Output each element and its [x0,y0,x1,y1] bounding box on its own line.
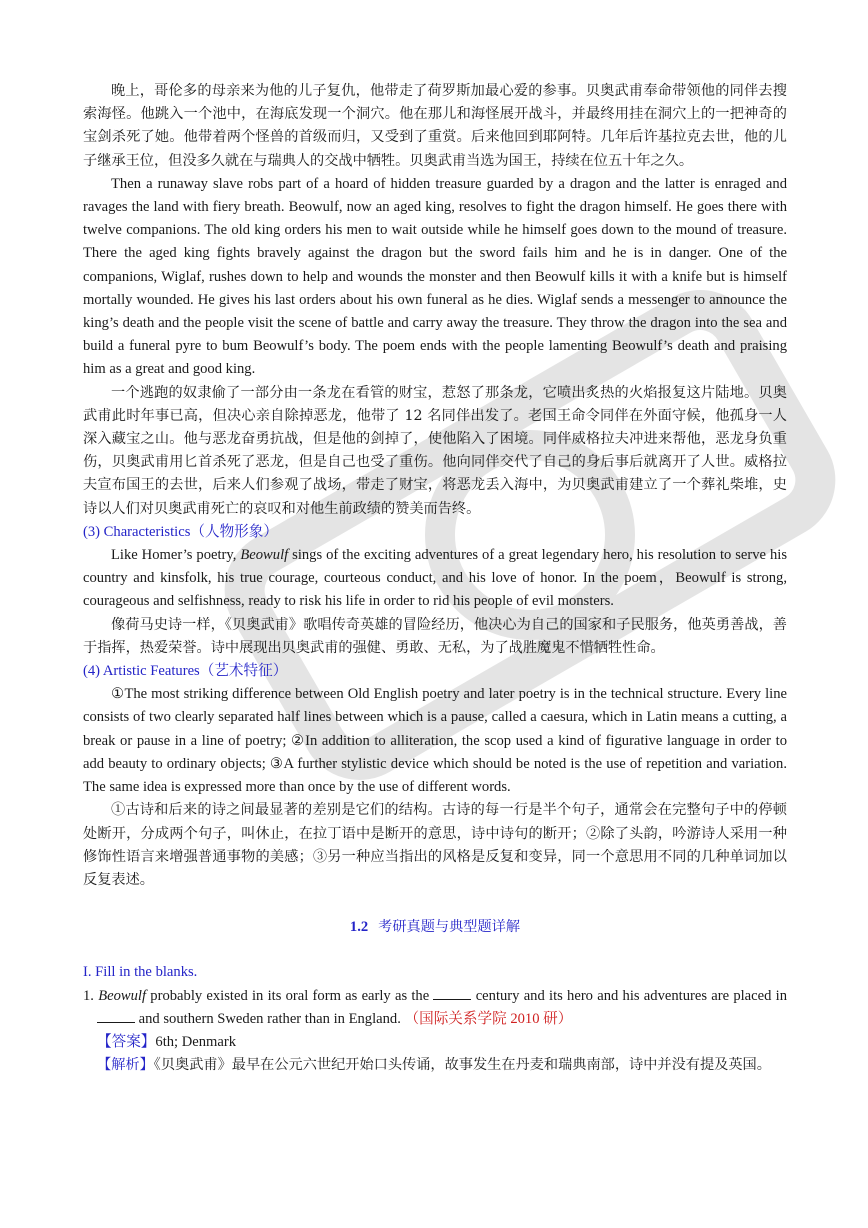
paragraph-en-dragon: Then a runaway slave robs part of a hoard of hidden treasure guarded by a dragon and the latter is enraged and ravages the land with fiery breath. Beowulf, now an aged king, resolves to fight the dragon himself. He goes there with twelve companions. The old king orders his men to wait outside while he himself goes down to the mound of treasure. There the aged king fights bravely against the dragon but the sword fails him and he is in danger. One of the companions, Wiglaf, rushes down to help and wounds the monster and then Beowulf kills it with a knife but is himself mortally wounded. He gives his last orders about his own funeral as he dies. Wiglaf sends a messenger to announce the king’s death and the people visit the scene of battle and carry away the treasure. They throw the dragon into the sea and build a funeral pyre to bum Beowulf’s body. The poem ends with the people lamenting Beowulf’s death and praising him as a great and good king. [83,175,787,378]
question-text: and southern Sweden rather than in England. [135,1010,401,1027]
heading-characteristics: (3) Characteristics（人物形象） [83,523,278,540]
text-span: Like Homer’s poetry, [111,547,241,564]
section-number: 1.2 [349,919,369,936]
paragraph-en-characteristics [83,544,787,614]
analysis-label: 【解析】 [97,1057,154,1074]
text-span: sings of the exciting adventures of a great legendary hero, his resolution to serve his country and kinsfolk, his true courage, courteous conduct, and his love of honor. In the poem，Beowulf is strong, courageous and selfishness, ready to risk his life in order to rid his people of evil monsters. [83,547,787,610]
question-source: （国际关系学院 2010 研） [404,1010,573,1027]
question-number: 1. [83,987,99,1004]
paragraph-cn-1: 晚上，哥伦多的母亲来为他的儿子复仇，他带走了荷罗斯加最心爱的参事。贝奥武甫奉命带领他的同伴去搜索海怪。他跳入一个池中，在海底发现一个洞穴。他在那儿和海怪展开战斗，并最终用挂在洞穴上的一把神奇的宝剑杀死了她。他带着两个怪兽的首级而归，又受到了重赏。后来他回到耶阿特。几年后许基拉克去世，他的儿子继承王位，但没多久就在与瑞典人的交战中牺牲。贝奥武甫当选为国王，持续在位五十年之久。 [83,83,787,169]
blank-line [433,987,471,1000]
question-text: probably existed in its oral form as early as the [146,987,434,1004]
paragraph-en-artistic: ①The most striking difference between Old English poetry and later poetry is in the technical structure. Every line consists of two clearly separated half lines between which is a pause, called a caesura, which in Latin means a cutting, a break or pause in a line of poetry; ②In addition to alliteration, the scop used a kind of figurative language in order to add beauty to ordinary objects; ③A further stylistic device which should be noted is the use of repetition and variation. The same idea is expressed more than once by the use of different words. [83,686,787,796]
section-title-text: 考研真题与典型题详解 [378,919,521,936]
document-page [83,80,787,1077]
answer-label: 【答案】 [97,1033,156,1050]
italic-title: Beowulf [98,987,147,1004]
answer-text: 6th; Denmark [155,1033,237,1050]
paragraph-cn-artistic: ①古诗和后来的诗之间最显著的差别是它们的结构。古诗的每一行是半个句子，通常会在完整句子中的停顿处断开，分成两个句子，叫休止，在拉丁语中是断开的意思，诗中诗句的断开；②除了头韵，吟游诗人采用一种修饰性语言来增强普通事物的美感；③另一种应当指出的风格是反复和变异，同一个意思用不同的几种单词加以反复表述。 [83,802,787,888]
section-title [83,916,787,939]
heading-artistic-features: (4) Artistic Features（艺术特征） [83,663,288,680]
question-1 [83,985,787,1031]
paragraph-cn-characteristics: 像荷马史诗一样，《贝奥武甫》歌唱传奇英雄的冒险经历，他决心为自己的国家和子民服务，他英勇善战，善于指挥，热爱荣誉。诗中展现出贝奥武甫的强健、勇敢、无私，为了战胜魔鬼不惜牺牲性命。 [83,616,787,656]
answer-line [83,1031,787,1054]
blank-line [97,1010,135,1023]
analysis-line [83,1054,787,1077]
analysis-text: 《贝奥武甫》最早在公元六世纪开始口头传诵，故事发生在丹麦和瑞典南部，诗中并没有提及英国。 [153,1057,771,1074]
paragraph-cn-dragon: 一个逃跑的奴隶偷了一部分由一条龙在看管的财宝，惹怒了那条龙，它喷出炙热的火焰报复这片陆地。贝奥武甫此时年事已高，但决心亲自除掉恶龙，他带了 12 名同伴出发了。老国王命令同伴在外面守候，他孤身一人深入藏宝之山。他与恶龙奋勇抗战，但是他的剑掉了，使他陷入了困境。同伴威格拉夫冲进来帮他，恶龙身负重伤，贝奥武甫用匕首杀死了恶龙，但是自己也受了重伤。他向同伴交代了自己的身后事后就离开了人世。威格拉夫宣布国王的去世，后来人们参观了战场，带走了财宝，将恶龙丢入海中，为贝奥武甫建立了一个葬礼柴堆，史诗以人们对贝奥武甫死亡的哀叹和对他生前政绩的赞美而告终。 [83,384,787,517]
italic-title: Beowulf [240,547,289,564]
question-text: century and its hero and his adventures are placed in [471,987,788,1004]
part-heading: I. Fill in the blanks. [83,964,198,981]
